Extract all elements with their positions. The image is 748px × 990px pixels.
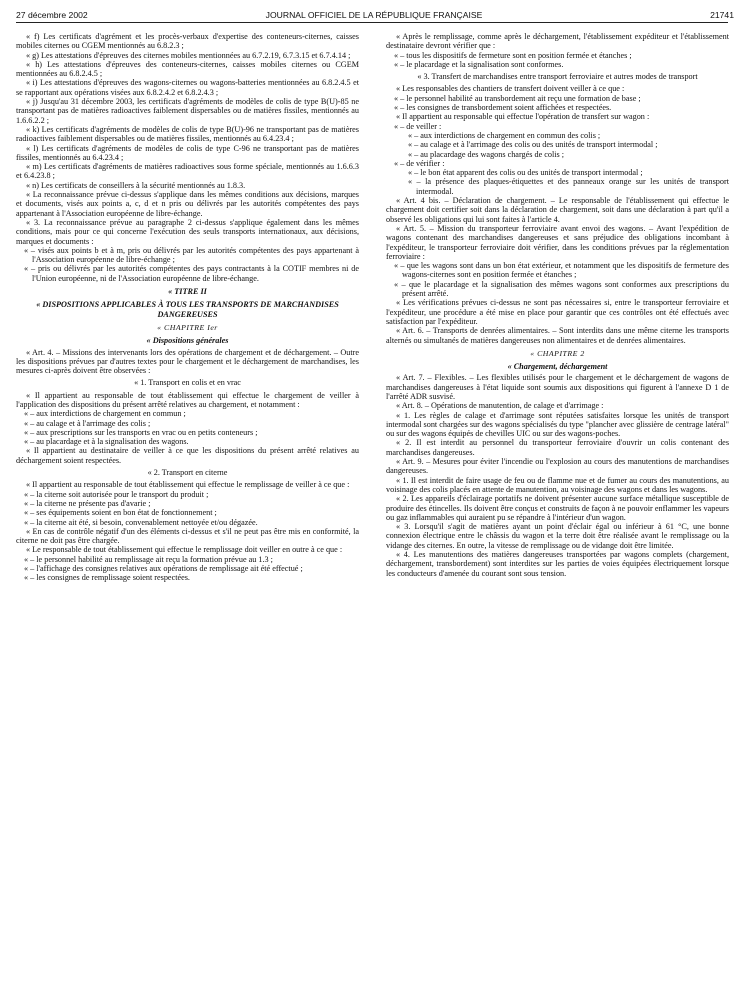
sub-list-item: « – au placardage des wagons chargés de colis ; [408,149,565,159]
header-rule [16,22,728,23]
paragraph: « 1. Les règles de calage et d'arrimage sont réputées satisfaites lorsque les unités de transport intermodal sont chargées sur des wagons spécialisés du type "plancher avec glissière de centrage latéral" ou sur des wagons équipés de chevilles UIC ou sur des wagons-poches. [386,410,729,439]
paragraph: « 4. Les manutentions des matières dangereuses transportées par wagons complets (chargement, déchargement, transbordement) sont interdites sur les parties de voies équipées électriquement lorsque les conducteurs d'amenée du courant sont sous tension. [386,550,729,578]
heading: « Chargement, déchargement [507,362,608,372]
paragraph: « Art. 9. – Mesures pour éviter l'incendie ou l'explosion au cours des manutentions de marchandises dangereuses. [386,457,729,476]
section-title: « 3. Transfert de marchandises entre transport ferroviaire et autres modes de transport [417,72,698,82]
header-page-number: 21741 [710,10,734,20]
paragraph: « Les vérifications prévues ci-dessus ne sont pas nécessaires si, entre le transporteur ferroviaire et l'expéditeur, une procédure a été mise en place pour garantir que ces contrôles ont été effectués avec satisfaction par l'expéditeur. [386,298,729,326]
list-item: « – tous les dispositifs de fermeture sont en position fermée et étanches ; [394,50,632,60]
paragraph: « l) Les certificats d'agréments de modèles de colis de type C-96 ne transportant pas de matières fissiles, mentionnés au 6.4.23.4 ; [16,143,359,162]
list-item: « – pris ou délivrés par les autorités compétentes des pays contractants à la COTIF membres ni de l'Union européenne, ni de l'Association européenne de libre-échange. [24,264,359,283]
paragraph: « g) Les attestations d'épreuves des citernes mobiles mentionnées au 6.7.2.19, 6.7.3.15 et 6.7.4.14 ; [26,50,351,60]
heading: « DISPOSITIONS APPLICABLES À TOUS LES TRANSPORTS DE MARCHANDISES DANGEREUSES [36,300,339,319]
list-item: « – l'affichage des consignes relatives aux opérations de remplissage ait été effectué ; [24,564,303,574]
chapter-heading: « CHAPITRE 2 [530,348,585,358]
paragraph: « k) Les certificats d'agréments de modèles de colis de type B(U)-96 ne transportant pas de matières radioactives faiblement dispersables ou de matières fissiles, mentionnés au 6.4.23.4 ; [16,124,359,144]
paragraph: « Art. 7. – Flexibles. – Les flexibles utilisés pour le chargement et le déchargement de wagons de marchandises dangereuses à l'état liquide sont soumis aux dispositions qui figurent à l'annexe D 1 de l'arrêté ADR susvisé. [386,373,729,401]
paragraph: « Art. 8. – Opérations de manutention, de calage et d'arrimage : [396,401,604,411]
list-item: « – aux prescriptions sur les transports en vrac ou en petits conteneurs ; [24,427,258,437]
paragraph: « Art. 5. – Mission du transporteur ferroviaire avant envoi des wagons. – Avant l'expédition de wagons contenant des marchandises dangereuses et sans préjudice des obligations incombant à l'expéditeur, le transporteur ferroviaire doit vérifier, dans les conditions prévues par la réglementation ferroviaire : [386,223,729,261]
list-item: « – que le placardage et la signalisation des mêmes wagons sont conformes aux prescriptions du présent arrêté. [394,279,729,299]
list-item: « – la citerne soit autorisée pour le transport du produit ; [24,489,209,499]
paragraph: « 2. Il est interdit au personnel du transporteur ferroviaire d'ouvrir un colis contenant des marchandises dangereuses. [386,438,729,457]
paragraph: « 3. Lorsqu'il s'agit de matières ayant un point d'éclair égal ou inférieur à 61 °C, une bonne connexion électrique entre le châssis du wagon et la terre doit être réalisée avant le remplissage ou la vidange des citernes. En outre, la vitesse de remplissage ou de vidange doit être limitée. [386,522,729,550]
list-item: « – la citerne ne présente pas d'avarie ; [24,498,151,508]
list-item: « – la citerne ait été, si besoin, convenablement nettoyée et/ou dégazée. [24,517,258,527]
paragraph: « Il appartient au responsable de tout établissement qui effectue le remplissage de veiller à ce que : [26,480,350,490]
header-date: 27 décembre 2002 [16,10,88,20]
list-item: « – ses équipements soient en bon état de fonctionnement ; [24,508,217,518]
sub-list-item: « – aux interdictions de chargement en commun des colis ; [408,130,601,140]
sub-list-item: « – au calage et à l'arrimage des colis ou des unités de transport intermodal ; [408,140,658,150]
paragraph: « Les responsables des chantiers de transfert doivent veiller à ce que : [396,84,625,94]
paragraph: « La reconnaissance prévue ci-dessus s'applique dans les mêmes conditions aux décisions, marques et documents, visés aux points a, c, d et n pris ou délivrés par les autorités compétentes des pays appartenant à l'Association européenne de libre-échange. [16,190,359,218]
paragraph: « 1. Il est interdit de faire usage de feu ou de flamme nue et de fumer au cours des manutentions, au voisinage des colis placés en attente de manutention, au voisinage des wagons et dans les wagons. [386,475,729,494]
paragraph: « f) Les certificats d'agrément et les procès-verbaux d'expertise des conteneurs-citernes, caisses mobiles citernes ou CGEM mentionnés au 6.8.2.3 ; [16,32,359,51]
list-item: « – de vérifier : [394,158,445,168]
paragraph: « Art. 4. – Missions des intervenants lors des opérations de chargement et de déchargement. – Outre les dispositions prévues par d'autres textes pour le chargement et le déchargement de marchandises, les mesures ci-après doivent être observées : [16,347,359,376]
list-item: « – le personnel habilité au remplissage ait reçu la formation prévue au 1.3 ; [24,554,273,564]
right-column [386,32,729,578]
paragraph: « 2. Les appareils d'éclairage portatifs ne doivent présenter aucune surface métallique susceptible de produire des étincelles. Ils doivent être conçus et construits de façon à ne pouvoir enflammer les vapeurs ou gaz inflammables qui auraient pu se répandre à l'intérieur d'un wagon. [386,494,729,522]
paragraph: « j) Jusqu'au 31 décembre 2003, les certificats d'agréments de modèles de colis de type B(U)-85 ne transportant pas de matières radioactives faiblement dispersables ou de matières fissiles, mentionnés au 1.6.6.2.2 ; [16,97,359,125]
sub-list-item: « – la présence des plaques-étiquettes et des panneaux orange sur les unités de transport intermodal. [408,177,729,196]
paragraph: « h) Les attestations d'épreuves des conteneurs-citernes, caisses mobiles citernes ou CGEM mentionnées au 6.8.2.4.5 ; [16,59,359,79]
list-item: « – de veiller : [394,121,442,131]
sub-list-item: « – le bon état apparent des colis ou des unités de transport intermodal ; [408,168,643,178]
paragraph: « En cas de contrôle négatif d'un des éléments ci-dessus et s'il ne peut pas être mis en conformité, la citerne ne doit pas être chargée. [16,526,359,546]
paragraph: « m) Les certificats d'agréments de matières radioactives sous forme spéciale, mentionnés au 1.6.6.3 et 6.4.23.8 ; [16,162,359,181]
paragraph: « 3. La reconnaissance prévue au paragraphe 2 ci-dessus s'applique également dans les mêmes conditions, mais pour ce qui concerne l'exécution des seuls transports internationaux, aux décisions, marques et documents : [16,217,359,246]
paragraph: « Art. 4 bis. – Déclaration de chargement. – Le responsable de l'établissement qui effectue le chargement doit certifier soit dans la déclaration de chargement, soit dans une déclaration à part qu'il a observé les obligations qui lui sont faites à l'article 4. [386,196,729,224]
list-item: « – les consignes de transbordement soient affichées et respectées. [394,103,612,113]
list-item: « – visés aux points b et à m, pris ou délivrés par les autorités compétentes des pays appartenant à l'Association européenne de libre-échange ; [24,245,359,265]
list-item: « – au calage et à l'arrimage des colis ; [24,418,151,428]
paragraph: « n) Les certificats de conseillers à la sécurité mentionnés au 1.8.3. [26,180,246,190]
left-column [16,32,359,583]
list-item: « – que les wagons sont dans un bon état extérieur, et notamment que les dispositifs de fermeture des wagons-citernes sont en position fermée et étanches ; [394,261,729,280]
header-journal-title: JOURNAL OFFICIEL DE LA RÉPUBLIQUE FRANÇAISE [265,10,483,20]
paragraph: « i) Les attestations d'épreuves des wagons-citernes ou wagons-batteries mentionnées au 6.8.2.4.5 et se rapportant aux opérations visées aux 6.8.2.4.2 et 6.8.2.4.3 ; [16,78,359,97]
list-item: « – le placardage et la signalisation sont conformes. [394,59,564,69]
section-title: « 2. Transport en citerne [147,468,228,478]
chapter-heading: « CHAPITRE Ier [157,322,218,332]
paragraph: « Il appartient au responsable de tout établissement qui effectue le chargement de veiller à l'application des dispositions du présent arrêté relatives au chargement, et notamment : [16,390,359,409]
paragraph: « Il appartient au destinataire de veiller à ce que les dispositions du présent arrêté relatives au déchargement soient respectées. [16,446,359,465]
heading: « Dispositions générales [146,336,229,346]
heading: « TITRE II [168,287,207,297]
paragraph: « Il appartient au responsable qui effectue l'opération de transfert sur wagon : [396,112,650,122]
list-item: « – le personnel habilité au transbordement ait reçu une formation de base ; [394,93,641,103]
paragraph: « Le responsable de tout établissement qui effectue le remplissage doit veiller en outre à ce que : [26,545,343,555]
section-title: « 1. Transport en colis et en vrac [134,378,241,388]
list-item: « – au placardage et à la signalisation des wagons. [24,437,189,447]
paragraph: « Art. 6. – Transports de denrées alimentaires. – Sont interdits dans une même citerne les transports alternés ou simultanés de matières dangereuses non alimentaires et de denrées alimentaires. [386,326,729,345]
list-item: « – aux interdictions de chargement en commun ; [24,409,186,419]
paragraph: « Après le remplissage, comme après le déchargement, l'établissement expéditeur et l'établissement destinataire devront vérifier que : [386,32,729,51]
list-item: « – les consignes de remplissage soient respectées. [24,573,190,583]
